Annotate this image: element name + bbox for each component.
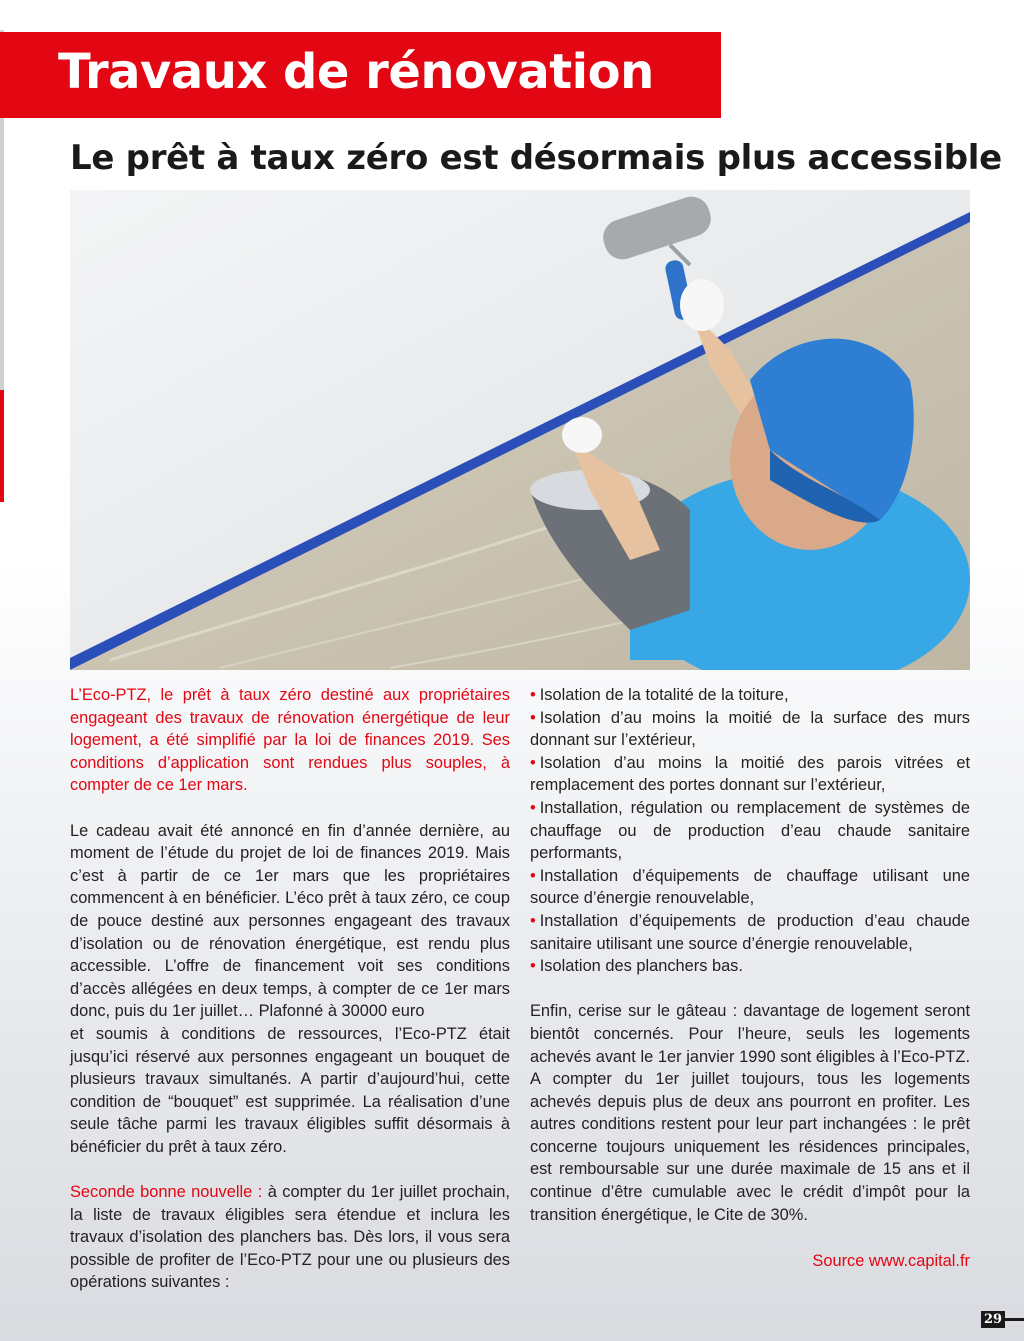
list-item-text: Installation, régulation ou remplacement de systèmes de chauffage ou de production d’eau chaude sanitaire performants, <box>530 798 970 863</box>
bullet-icon: • <box>530 798 536 817</box>
list-item <box>530 752 970 797</box>
article-paragraph-3-text: à compter du 1er juillet prochain, la liste de travaux éligibles sera étendue et inclura les travaux d’isolation des planchers bas. Dès lors, il vous sera possible de profiter de l’Eco-PTZ pour une ou plusieurs des opérations suivantes : <box>70 1183 510 1292</box>
article-paragraph-1 <box>70 820 510 1159</box>
list-item <box>530 707 970 752</box>
list-item-text: Isolation d’au moins la moitié de la surface des murs donnant sur l’extérieur, <box>530 708 970 750</box>
article-paragraph-2-text: et soumis à conditions de ressources, l’Eco-PTZ était jusqu’ici réservé aux personnes engageant un bouquet de plusieurs travaux simultanés. A partir d’aujourd’hui, cette condition de “bouquet” est supprimée. La réalisation d’une seule tâche parmi les travaux éligibles suffit désormais à bénéficier du prêt à taux zéro. <box>70 1024 510 1156</box>
article-paragraph-1-text: Le cadeau avait été annoncé en fin d’année dernière, au moment de l’étude du projet de loi de finances 2019. Mais c’est à partir de ce 1er mars que les propriétaires commencent à en bénéficier. L’éco prêt à taux zéro, ce coup de pouce destiné aux personnes engageant des travaux d’isolation ou de rénovation énergétique, est rendu plus accessible. L’offre de financement voit ses conditions d’accès allégées en deux temps, à compter de ce 1er mars donc, puis du 1er juillet… Plafonné à 30000 euro <box>70 821 510 1021</box>
article-paragraph-3 <box>70 1181 510 1294</box>
source-link[interactable]: Source www.capital.fr <box>812 1252 970 1270</box>
eligible-works-list <box>530 684 970 978</box>
bullet-icon: • <box>530 911 536 930</box>
article-column-left <box>70 684 510 1317</box>
bullet-icon: • <box>530 753 536 772</box>
article-column-right <box>530 684 970 1249</box>
page-number-rule <box>1004 1318 1024 1321</box>
painter-roller-photo <box>70 190 970 670</box>
list-item-text: Isolation d’au moins la moitié des parois vitrées et remplacement des portes donnant sur l’extérieur, <box>530 753 970 795</box>
list-item-text: Installation d’équipements de chauffage utilisant une source d’énergie renouvelable, <box>530 866 970 908</box>
list-item <box>530 910 970 955</box>
banner-title: Travaux de rénovation <box>58 44 654 100</box>
list-item-text: Installation d’équipements de production d’eau chaude sanitaire utilisant une source d’énergie renouvelable, <box>530 911 970 953</box>
list-item <box>530 684 970 707</box>
bullet-icon: • <box>530 708 536 727</box>
bullet-icon: • <box>530 957 536 976</box>
article-paragraph-3-lead: Seconde bonne nouvelle : <box>70 1183 263 1202</box>
section-banner <box>0 32 721 118</box>
list-item-text: Isolation de la totalité de la toiture, <box>539 686 789 704</box>
bullet-icon: • <box>530 686 536 704</box>
list-item <box>530 955 970 978</box>
bullet-icon: • <box>530 866 536 885</box>
article-paragraph-4: Enfin, cerise sur le gâteau : davantage de logement seront bientôt concernés. Pour l’heure, seuls les logements achevés avant le 1er janvier 1990 sont éligibles à l’Eco-PTZ. A compter du 1er juillet toujours, tous les logements achevés depuis plus de deux ans pourront en profiter. Les autres conditions restent pour leur part inchangées : le prêt concerne toujours uniquement les résidences principales, est remboursable sur une durée maximale de 15 ans et il continue d’être cumulable avec le crédit d’impôt pour la transition énergétique, le Cite de 30%. <box>530 1002 970 1224</box>
list-item <box>530 865 970 910</box>
list-item <box>530 797 970 865</box>
article-headline: Le prêt à taux zéro est désormais plus accessible <box>70 138 1002 178</box>
page-number: 29 <box>981 1311 1005 1328</box>
list-item-text: Isolation des planchers bas. <box>539 957 743 976</box>
article-intro: L’Eco-PTZ, le prêt à taux zéro destiné aux propriétaires engageant des travaux de rénovation énergétique de leur logement, a été simplifié par la loi de finances 2019. Ses conditions d’application sont rendues plus souples, à compter de ce 1er mars. <box>70 686 510 795</box>
